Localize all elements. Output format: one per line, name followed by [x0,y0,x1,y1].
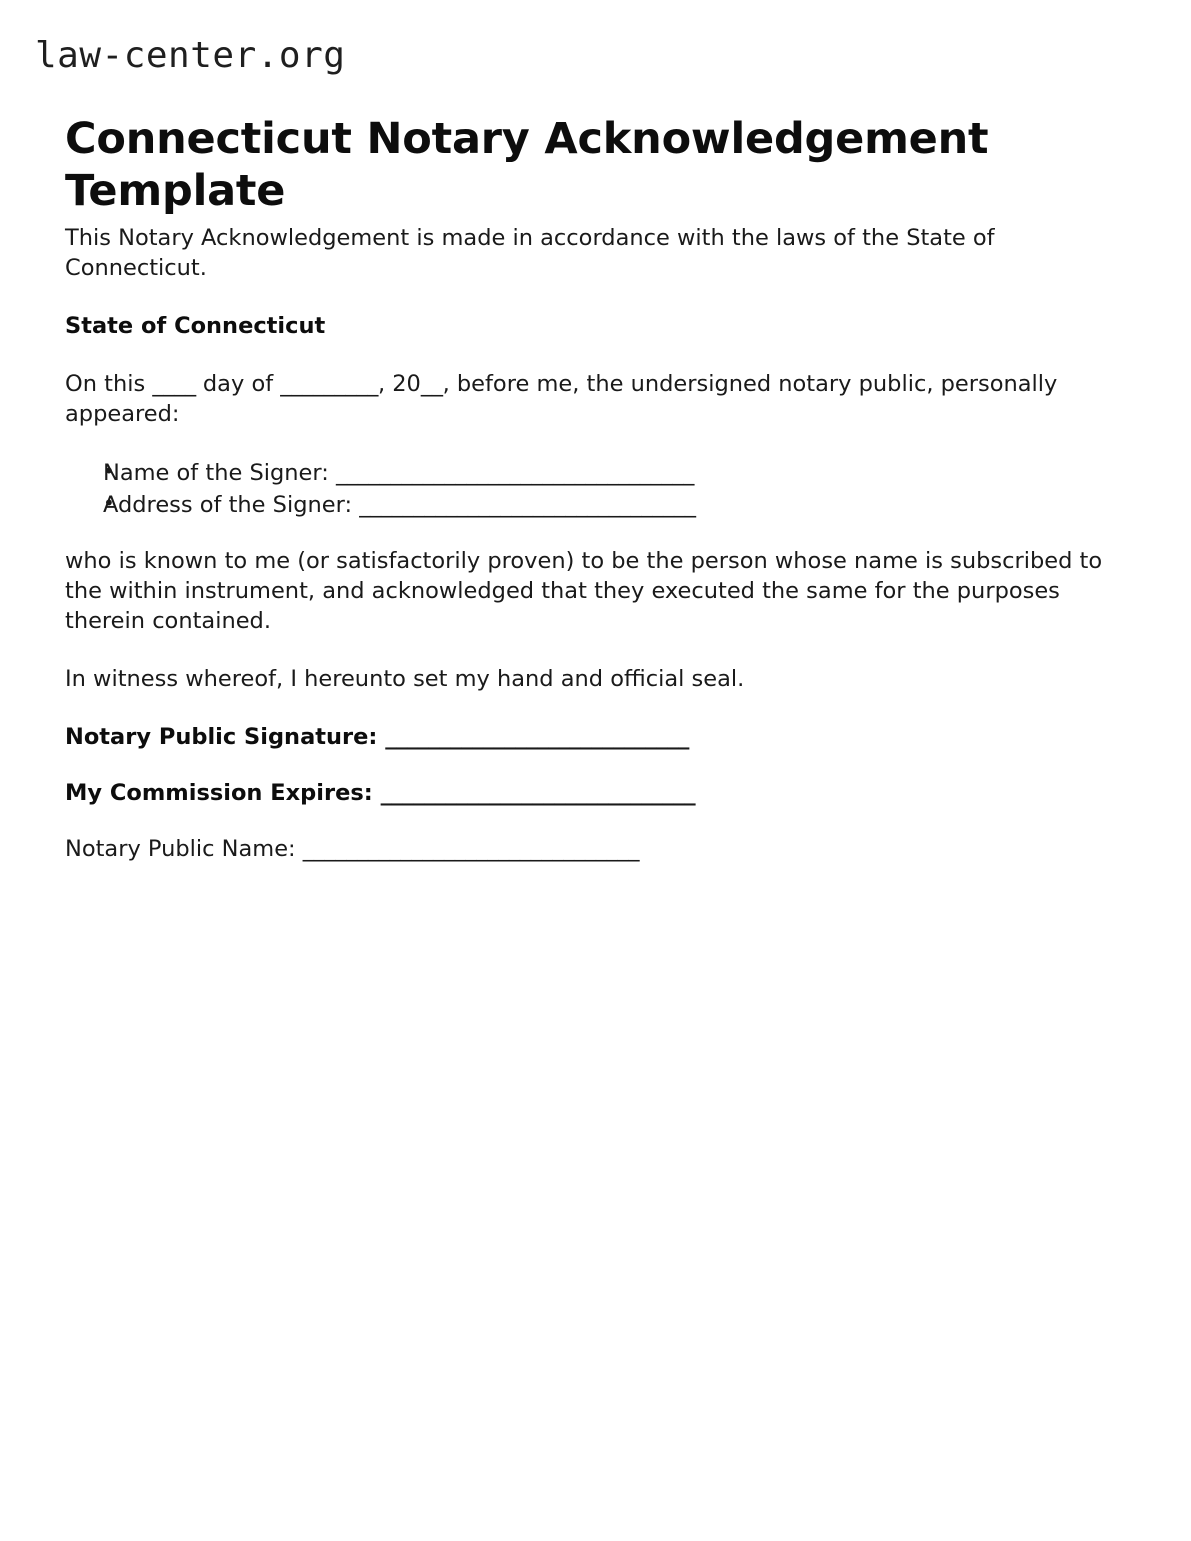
page-title: Connecticut Notary Acknowledgement Template [65,113,989,217]
list-item [103,458,1127,490]
date-line-text-4: , before me, the undersigned notary public, personally appeared: [65,370,1058,427]
document-body [65,224,1127,891]
witness-paragraph: In witness whereof, I hereunto set my hand and official seal. [65,666,745,693]
state-heading: State of Connecticut [65,312,326,339]
intro-paragraph: This Notary Acknowledgement is made in accordance with the laws of the State of Connecticut. [65,225,995,281]
notary-name-label: Notary Public Name: [65,836,303,863]
signer-address-label: Address of the Signer: [103,491,360,518]
year-blank: __ [420,370,443,397]
month-blank: _________ [280,370,378,397]
commission-expires-label: My Commission Expires: [65,780,381,807]
site-logo: law-center.org [35,35,346,76]
notary-name-blank: _______________________________ [302,836,640,863]
known-to-me-paragraph: who is known to me (or satisfactorily proven) to be the person whose name is subscribed to the within instrument, and acknowledged that they executed the same for the purposes therein contained. [65,548,1103,635]
signer-name-label: Name of the Signer: [103,459,336,486]
notary-signature-label: Notary Public Signature: [65,724,386,751]
date-line-text-3: , 20 [377,370,421,397]
notary-signature-field [65,723,1127,753]
signer-name-blank: _________________________________ [335,459,695,486]
signer-field-list [65,458,1127,522]
date-line-paragraph [65,370,1127,430]
day-blank: ____ [152,370,196,397]
notary-signature-blank: ____________________________ [385,724,690,751]
date-line-text-2: day of [195,370,281,397]
commission-expires-field [65,779,1127,809]
commission-expires-blank: _____________________________ [380,780,696,807]
notary-name-field [65,835,1127,865]
list-item [103,490,1127,522]
signer-address-blank: _______________________________ [359,491,696,518]
date-line-text-1: On this [65,370,153,397]
